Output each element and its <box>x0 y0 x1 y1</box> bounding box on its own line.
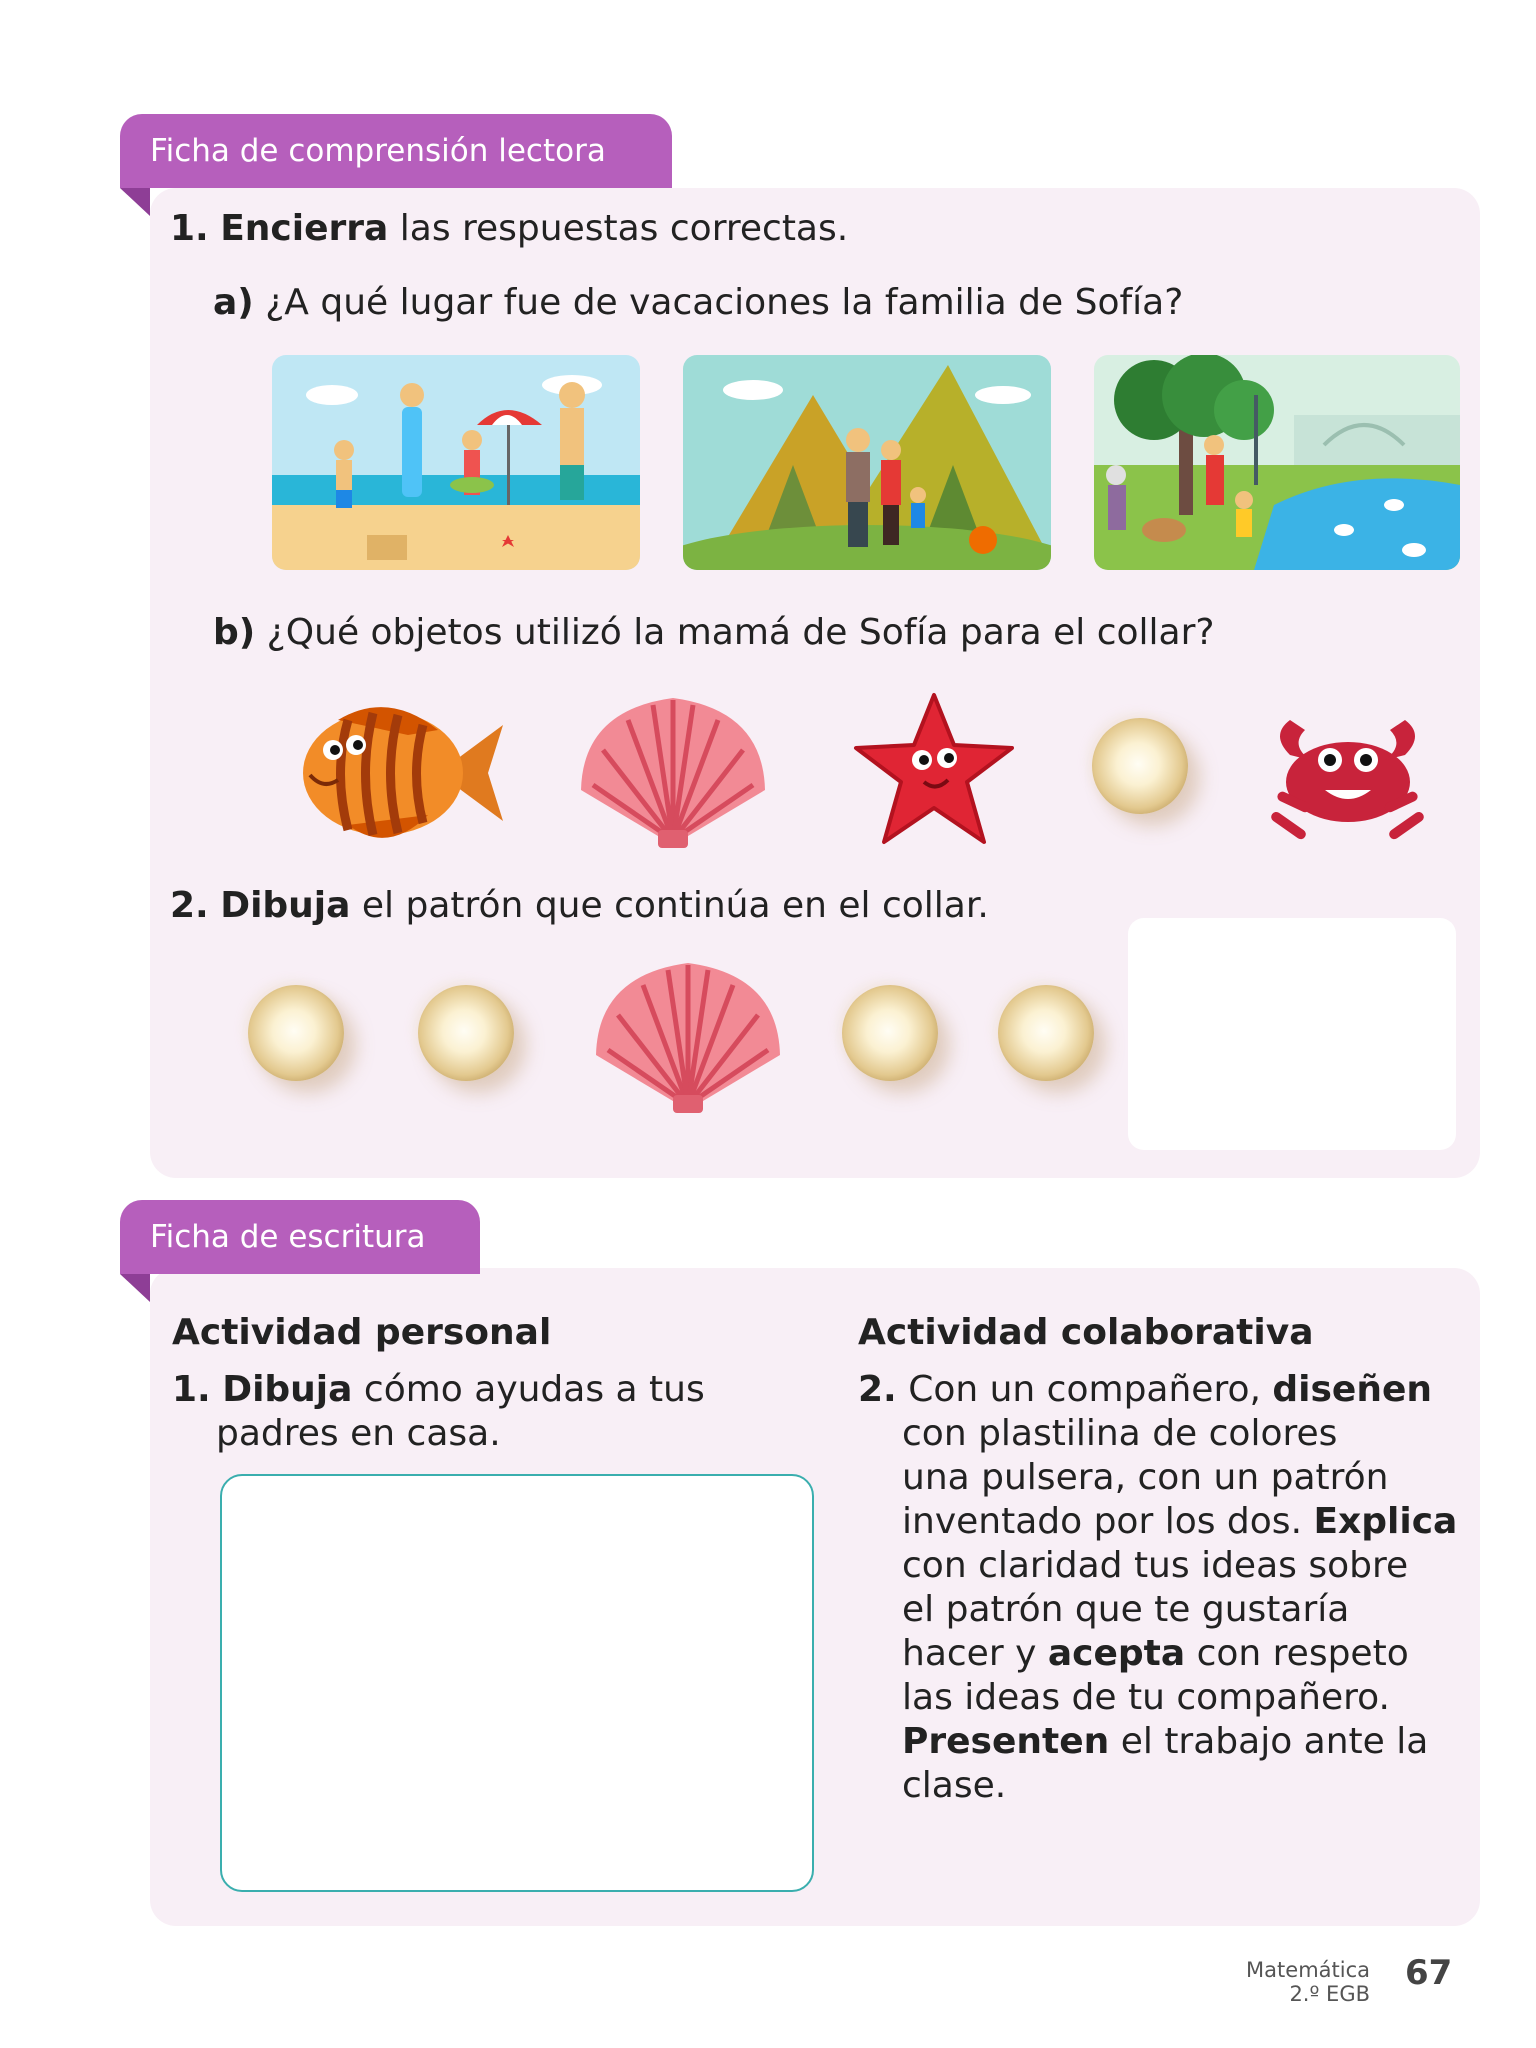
beach-scene-option[interactable] <box>272 355 640 570</box>
text: el trabajo ante la <box>1109 1721 1429 1762</box>
text: cómo ayudas a tus <box>352 1369 705 1410</box>
bold-verb: Presenten <box>902 1721 1110 1762</box>
pattern-pearl <box>248 985 344 1081</box>
text: Con un compañero, <box>908 1369 1273 1410</box>
pattern-pearl <box>842 985 938 1081</box>
question-text: ¿Qué objetos utilizó la mamá de Sofía para el collar? <box>255 612 1215 653</box>
text: con plastilina de colores <box>902 1413 1338 1454</box>
pattern-pearl <box>418 985 514 1081</box>
bold-verb: diseñen <box>1272 1369 1433 1410</box>
starfish-option[interactable] <box>852 690 1017 850</box>
question-text: el patrón que continúa en el collar. <box>350 885 989 926</box>
text: inventado por los dos. <box>902 1501 1314 1542</box>
beach-family-illustration <box>272 355 640 570</box>
text: clase. <box>902 1765 1007 1806</box>
pattern-answer-box[interactable] <box>1128 918 1456 1150</box>
bold-verb: Explica <box>1313 1501 1458 1542</box>
line <box>858 1368 1458 1412</box>
subject-name: Matemática <box>1246 1958 1370 1982</box>
line <box>858 1456 1458 1500</box>
bold-verb: acepta <box>1047 1633 1186 1674</box>
line <box>858 1720 1458 1764</box>
question-1b <box>213 612 1215 653</box>
mountain-family-illustration <box>683 355 1051 570</box>
shell-option[interactable] <box>573 690 773 850</box>
line <box>858 1588 1458 1632</box>
question-number: 1. <box>170 208 209 249</box>
drawing-frame[interactable] <box>220 1474 814 1892</box>
activity-verb: Dibuja <box>222 1369 353 1410</box>
text: hacer y <box>902 1633 1048 1674</box>
activity-number: 1. <box>172 1369 211 1410</box>
pattern-pearl <box>998 985 1094 1081</box>
personal-activity-text <box>172 1368 732 1456</box>
line <box>858 1544 1458 1588</box>
text: con claridad tus ideas sobre <box>902 1545 1409 1586</box>
text: con respeto <box>1185 1633 1409 1674</box>
line <box>858 1500 1458 1544</box>
personal-activity-heading: Actividad personal <box>172 1312 552 1353</box>
question-text: ¿A qué lugar fue de vacaciones la familia de Sofía? <box>253 282 1184 323</box>
collab-activity-text <box>858 1368 1458 1808</box>
tab-label: Ficha de comprensión lectora <box>150 133 606 169</box>
pattern-shell <box>588 955 788 1115</box>
line <box>172 1368 732 1412</box>
collab-activity-heading: Actividad colaborativa <box>858 1312 1314 1353</box>
park-scene-option[interactable] <box>1094 355 1460 570</box>
question-1 <box>170 208 848 249</box>
line <box>858 1412 1458 1456</box>
grade-label: 2.º EGB <box>1289 1982 1370 2006</box>
pearl-option[interactable] <box>1092 718 1188 814</box>
tab-label: Ficha de escritura <box>150 1219 426 1255</box>
line <box>858 1676 1458 1720</box>
section-tab-escritura <box>120 1200 480 1274</box>
text: padres en casa. <box>216 1413 501 1454</box>
question-number: 2. <box>170 885 209 926</box>
page-number: 67 <box>1405 1953 1453 1993</box>
question-letter: b) <box>213 612 256 653</box>
text: una pulsera, con un patrón <box>902 1457 1389 1498</box>
tab-fold <box>120 188 150 216</box>
question-letter: a) <box>213 282 254 323</box>
line <box>858 1632 1458 1676</box>
crab-option[interactable] <box>1260 690 1435 850</box>
line <box>858 1764 1458 1808</box>
question-2 <box>170 885 989 926</box>
activity-number: 2. <box>858 1369 897 1410</box>
text: las ideas de tu compañero. <box>902 1677 1390 1718</box>
question-verb: Encierra <box>220 208 389 249</box>
mountain-scene-option[interactable] <box>683 355 1051 570</box>
question-text: las respuestas correctas. <box>388 208 849 249</box>
fish-option[interactable] <box>288 695 508 850</box>
park-family-illustration <box>1094 355 1460 570</box>
question-1a <box>213 282 1183 323</box>
line <box>172 1412 732 1456</box>
tab-fold <box>120 1274 150 1302</box>
text: el patrón que te gustaría <box>902 1589 1350 1630</box>
question-verb: Dibuja <box>220 885 351 926</box>
footer-subject <box>1200 1958 1370 2006</box>
section-tab-comprension <box>120 114 672 188</box>
